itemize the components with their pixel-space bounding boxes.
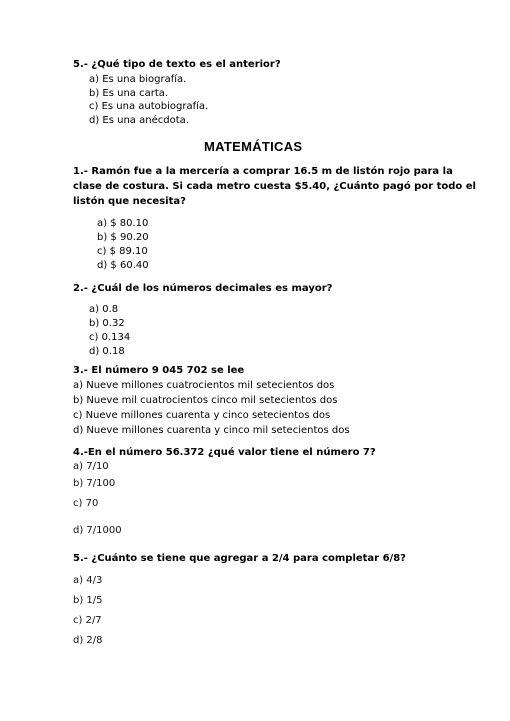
question-3-option-b: b) Nueve mil cuatrocientos cinco mil setecientos dos: [73, 395, 338, 406]
question-5-reading-option-b: b) Es una carta.: [89, 88, 169, 99]
question-5-reading-option-c: c) Es una autobiografía.: [89, 101, 209, 112]
question-3-option-d: d) Nueve millones cuarenta y cinco mil setecientos dos: [73, 425, 350, 436]
question-4-title: 4.-En el número 56.372 ¿qué valor tiene el número 7?: [73, 447, 376, 458]
question-1-option-b: b) $ 90.20: [97, 232, 149, 243]
question-1-option-a: a) $ 80.10: [97, 218, 149, 229]
question-3-option-a: a) Nueve millones cuatrocientos mil setecientos dos: [73, 380, 335, 391]
question-5-math-title: 5.- ¿Cuánto se tiene que agregar a 2/4 para completar 6/8?: [73, 553, 406, 564]
question-2-option-d: d) 0.18: [89, 346, 125, 357]
question-2-option-a: a) 0.8: [89, 304, 119, 315]
question-4-option-b: b) 7/100: [73, 478, 116, 489]
question-3-title: 3.- El número 9 045 702 se lee: [73, 365, 245, 376]
question-2-option-b: b) 0.32: [89, 318, 125, 329]
question-4-option-a: a) 7/10: [73, 461, 109, 472]
question-2-option-c: c) 0.134: [89, 332, 131, 343]
question-5-math-option-b: b) 1/5: [73, 595, 103, 606]
question-1-option-d: d) $ 60.40: [97, 260, 149, 271]
question-5-math-option-c: c) 2/7: [73, 615, 102, 626]
question-5-reading-title: 5.- ¿Qué tipo de texto es el anterior?: [73, 59, 281, 70]
question-4-option-c: c) 70: [73, 498, 99, 509]
question-1-line-3: listón que necesita?: [73, 196, 186, 207]
question-1-line-2: clase de costura. Si cada metro cuesta $5.40, ¿Cuánto pagó por todo el: [73, 181, 476, 192]
question-5-reading-option-d: d) Es una anécdota.: [89, 115, 189, 126]
question-3-option-c: c) Nueve millones cuarenta y cinco setecientos dos: [73, 410, 331, 421]
question-5-math-option-a: a) 4/3: [73, 575, 103, 586]
question-4-option-d: d) 7/1000: [73, 525, 122, 536]
question-5-reading-option-a: a) Es una biografía.: [89, 74, 187, 85]
question-5-math-option-d: d) 2/8: [73, 635, 103, 646]
question-2-title: 2.- ¿Cuál de los números decimales es mayor?: [73, 283, 333, 294]
question-1-option-c: c) $ 89.10: [97, 246, 148, 257]
section-title: MATEMÁTICAS: [204, 139, 303, 154]
question-1-line-1: 1.- Ramón fue a la mercería a comprar 16.5 m de listón rojo para la: [73, 166, 453, 177]
